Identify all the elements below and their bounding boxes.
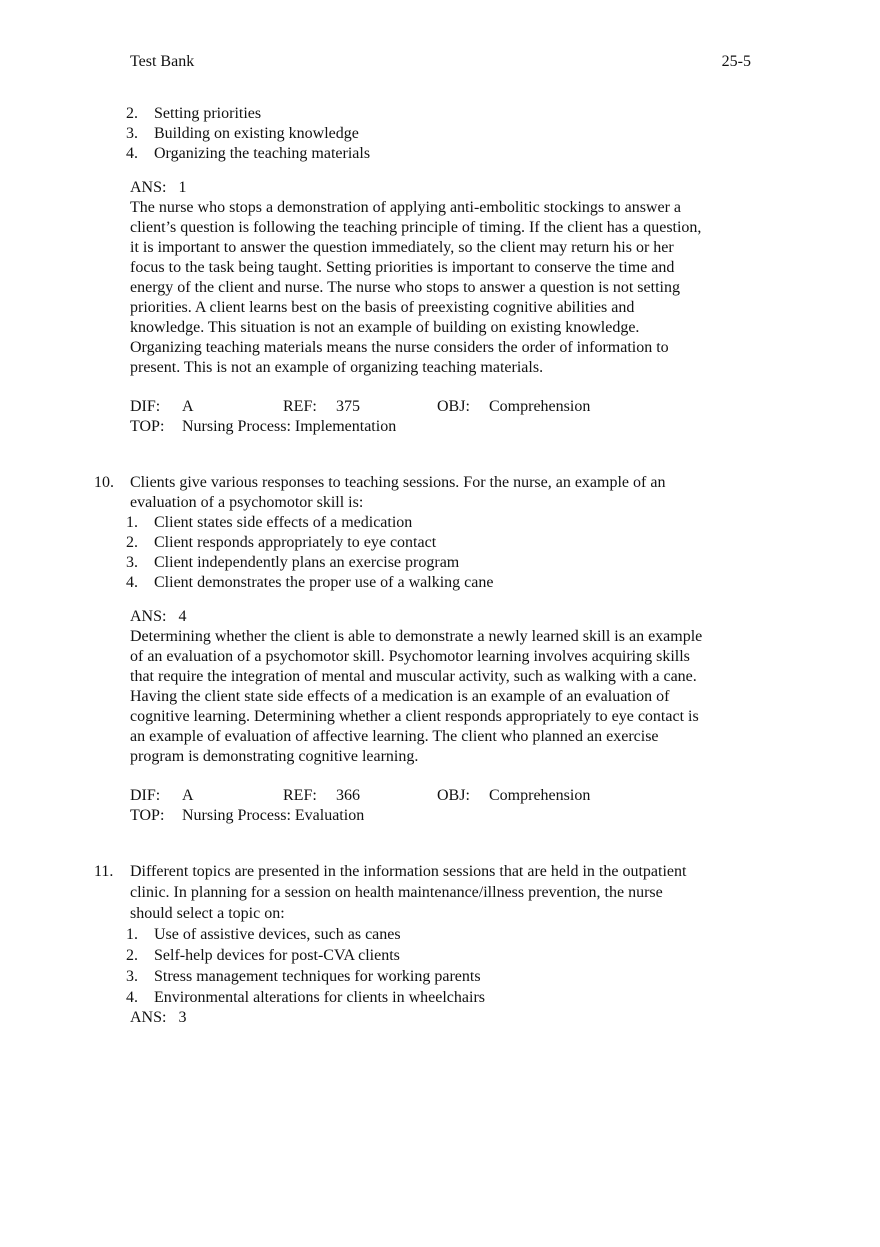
answer-line: ANS: 1	[130, 179, 187, 196]
header-title: Test Bank	[130, 53, 195, 70]
rationale: The nurse who stops a demonstration of applying anti-embolitic stockings to answer a client’s question is following the teaching principle of timing. If the client has a question, it is important to answer the question immediately, so the client may return his or her focus to the task being taught. Setting priorities is important to conserve the time and energy of the client and nurse. The nurse who stops to answer a question is not setting priorities. A client learns best on the basis of preexisting cognitive abilities and knowledge. This situation is not an example of building on existing knowledge. Organizing teaching materials means the nurse considers the order of information to present. This is not an example of organizing teaching materials.	[130, 199, 702, 376]
question-11	[94, 862, 755, 1028]
question-number: 11.	[94, 863, 114, 880]
topic: Nursing Process: Evaluation	[182, 807, 365, 824]
metadata-line: DIF: A REF: 366 OBJ: Comprehension	[130, 787, 591, 804]
option-3: 3. Stress management techniques for working parents	[126, 968, 481, 985]
option-4: 4. Environmental alterations for clients in wheelchairs	[126, 989, 485, 1006]
topic-line: TOP: Nursing Process: Implementation	[130, 418, 397, 435]
answer-line: ANS: 4	[130, 608, 187, 625]
answer-line: ANS: 3	[130, 1009, 187, 1026]
option-2: 2. Client responds appropriately to eye contact	[126, 534, 437, 551]
option-2: 2. Self-help devices for post-CVA clients	[126, 947, 400, 964]
topic-line: TOP: Nursing Process: Evaluation	[130, 807, 365, 824]
question-stem: Clients give various responses to teaching sessions. For the nurse, an example of an evaluation of a psychomotor skill is:	[130, 474, 666, 511]
answer-value: 1	[178, 179, 187, 196]
option-4: 4. Client demonstrates the proper use of a walking cane	[126, 574, 494, 591]
answer-value: 3	[178, 1009, 187, 1026]
objective: Comprehension	[489, 398, 591, 415]
topic: Nursing Process: Implementation	[182, 418, 397, 435]
question-9	[126, 104, 755, 437]
question-10	[94, 473, 755, 826]
option-1: 1. Client states side effects of a medication	[126, 514, 413, 531]
difficulty: A	[182, 398, 194, 415]
option-3: 3. Building on existing knowledge	[126, 125, 359, 142]
difficulty: A	[182, 787, 194, 804]
option-1: 1. Use of assistive devices, such as canes	[126, 926, 401, 943]
objective: Comprehension	[489, 787, 591, 804]
option-4: 4. Organizing the teaching materials	[126, 145, 371, 162]
rationale: Determining whether the client is able to demonstrate a newly learned skill is an example of an evaluation of a psychomotor skill. Psychomotor learning involves acquiring skills that require the integration of mental and muscular activity, such as walking with a cane. Having the client state side effects of a medication is an example of an evaluation of cognitive learning. Determining whether a client responds appropriately to eye contact is an example of evaluation of affective learning. The client who planned an exercise program is demonstrating cognitive learning.	[130, 628, 703, 765]
reference: 366	[336, 787, 360, 804]
answer-value: 4	[178, 608, 187, 625]
question-stem: Different topics are presented in the information sessions that are held in the outpatient clinic. In planning for a session on health maintenance/illness prevention, the nurse should select a topic on:	[130, 863, 687, 922]
question-number: 10.	[94, 474, 114, 491]
reference: 375	[336, 398, 360, 415]
option-3: 3. Client independently plans an exercise program	[126, 554, 460, 571]
metadata-line: DIF: A REF: 375 OBJ: Comprehension	[130, 398, 591, 415]
option-2: 2. Setting priorities	[126, 105, 262, 122]
header-page-number: 25-5	[721, 53, 751, 70]
